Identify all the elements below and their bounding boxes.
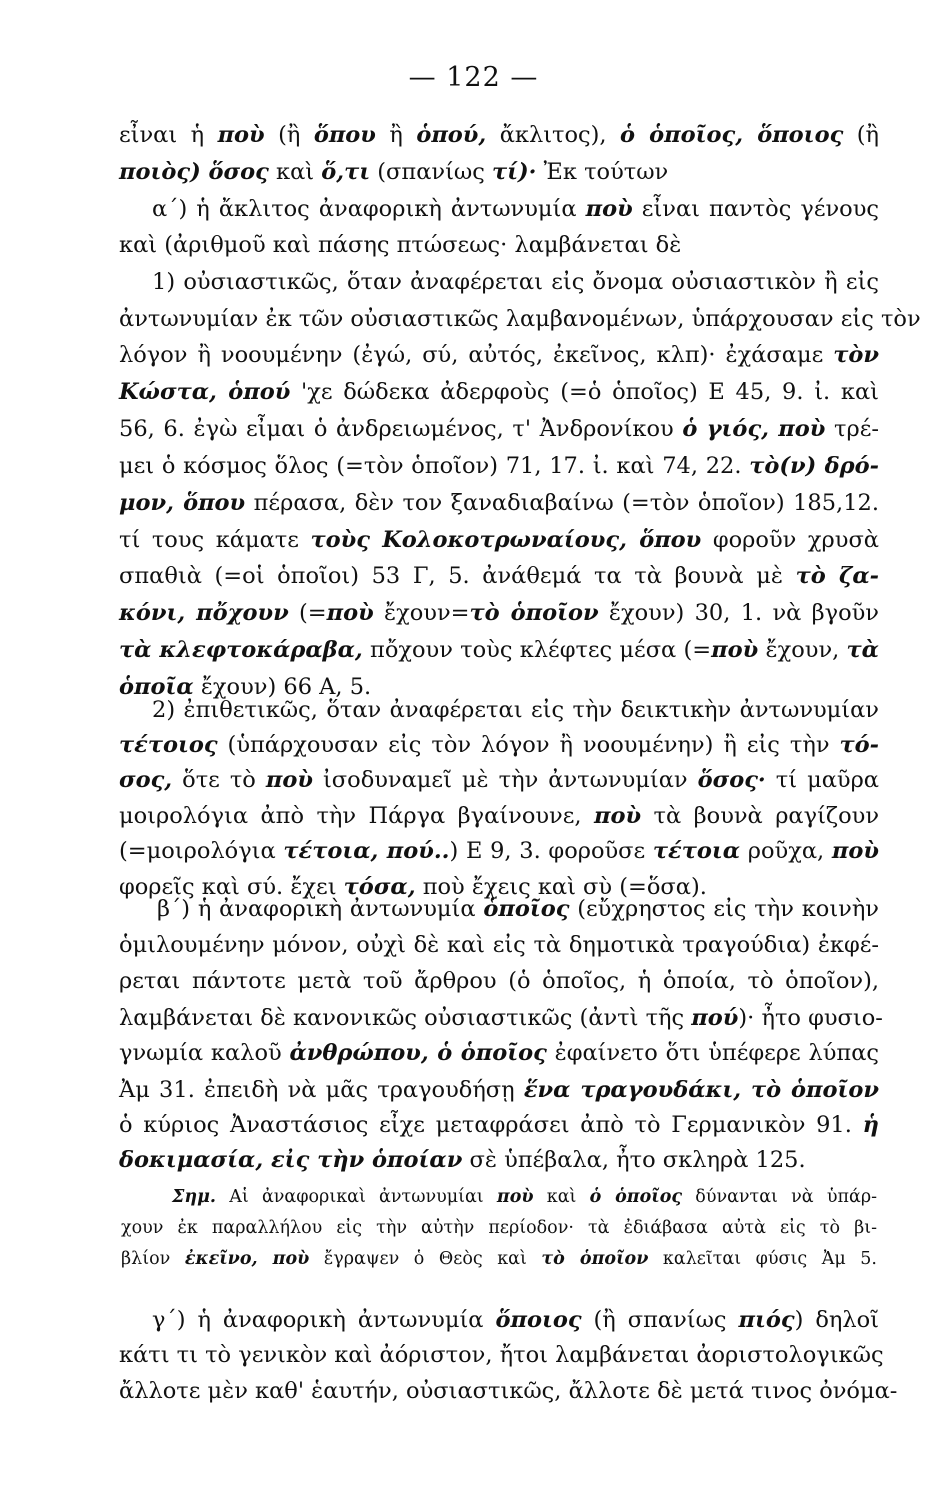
note-line bbox=[172, 1182, 877, 1212]
text-segment: καλεῖται φύσις Ἀμ 5. bbox=[648, 1249, 877, 1269]
text-segment: ἔχουν= bbox=[373, 600, 470, 626]
text-segment: ἢ bbox=[375, 122, 417, 148]
emphasis-term: ὁποῖος bbox=[483, 896, 570, 922]
text-segment: Ἀμ 31. ἐπειδὴ νὰ μᾶς τραγουδήσῃ bbox=[119, 1077, 524, 1103]
emphasis-term: ἀνθρώπου, ὁ ὁποῖος bbox=[289, 1040, 547, 1066]
emphasis-term: ὅσος· bbox=[697, 767, 766, 793]
text-line bbox=[119, 230, 879, 260]
emphasis-term: τὸ ὁποῖον bbox=[541, 1249, 649, 1269]
emphasis-term: τέτοια bbox=[652, 838, 741, 864]
text-segment: ) Ε 9, 3. φοροῦσε bbox=[449, 838, 653, 864]
emphasis-term: ποὺ bbox=[594, 803, 642, 829]
text-segment: τί τους κάματε bbox=[119, 527, 311, 553]
text-segment: Ἐκ τούτων bbox=[536, 159, 669, 185]
text-segment: 1) οὐσιαστικῶς, ὅταν ἀναφέρεται εἰς ὄνομα οὐσιαστικὸν ἢ εἰς bbox=[152, 269, 879, 295]
emphasis-term: τέτοιος bbox=[119, 732, 218, 758]
text-line bbox=[152, 1305, 879, 1335]
text-segment: φοροῦν χρυσὰ bbox=[701, 527, 879, 553]
emphasis-term: τὰ κλεφτοκάραβα, bbox=[119, 637, 363, 663]
text-line bbox=[119, 304, 921, 334]
text-line bbox=[119, 1376, 898, 1406]
text-segment: ἔγραψεν ὁ Θεὸς καὶ bbox=[309, 1249, 542, 1269]
emphasis-term: ὁποῖα bbox=[119, 674, 194, 700]
text-segment: ἄκλιτος), bbox=[486, 122, 621, 148]
emphasis-term: ποὺ bbox=[711, 637, 759, 663]
text-segment: (= bbox=[288, 600, 327, 626]
text-segment: μοιρολόγια ἀπὸ τὴν Πάργα βγαίνουνε, bbox=[119, 803, 594, 829]
emphasis-term: τὸ ὁποῖον bbox=[469, 600, 599, 626]
text-line bbox=[152, 194, 879, 224]
emphasis-term: τοὺς Κολοκοτρωναίους, ὅπου bbox=[310, 527, 702, 553]
emphasis-term: ὅ,τι bbox=[321, 159, 371, 185]
text-segment: δύνανται νὰ ὑπάρ- bbox=[682, 1187, 878, 1207]
text-segment: μει ὁ κόσμος ὅλος (=τὸν ὁποῖον) 71, 17. ἰ. καὶ 74, 22. bbox=[119, 453, 750, 479]
text-line bbox=[152, 695, 879, 725]
text-line bbox=[119, 930, 879, 960]
text-line bbox=[119, 598, 879, 628]
text-line bbox=[119, 966, 879, 996]
text-segment: εἶναι ἡ bbox=[119, 122, 218, 148]
text-line bbox=[119, 340, 879, 370]
text-segment: ρεται πάντοτε μετὰ τοῦ ἄρθρου (ὁ ὁποῖος, ἡ ὁποία, τὸ ὁποῖον), bbox=[119, 968, 879, 994]
text-segment: λόγον ἢ νοουμένην (ἐγώ, σύ, αὐτός, ἐκεῖνος, κλπ)· ἐχάσαμε bbox=[119, 342, 834, 368]
text-line bbox=[119, 414, 879, 444]
text-line bbox=[157, 894, 879, 924]
text-segment: πέρασα, δὲν τον ξαναδιαβαίνω (=τὸν ὁποῖον) 185,12. bbox=[245, 490, 879, 516]
text-line bbox=[119, 1340, 884, 1370]
emphasis-term: ὁ γιός, ποὺ bbox=[682, 416, 826, 442]
text-line bbox=[119, 451, 879, 481]
text-line bbox=[119, 635, 879, 665]
text-segment: τὰ βουνὰ ραγίζουν bbox=[641, 803, 879, 829]
text-segment: λαμβάνεται δὲ κανονικῶς οὐσιαστικῶς (ἀντὶ τῆς bbox=[119, 1005, 692, 1031]
text-segment: τί μαῦρα bbox=[765, 767, 879, 793]
text-line bbox=[119, 1110, 879, 1140]
emphasis-term: ἡ bbox=[862, 1112, 879, 1138]
emphasis-term: ποὺ bbox=[831, 838, 879, 864]
text-segment: εἶναι παντὸς γένους bbox=[632, 196, 879, 222]
emphasis-term: τόσα, bbox=[343, 874, 416, 900]
text-line bbox=[119, 488, 879, 518]
text-segment: καὶ bbox=[533, 1187, 590, 1207]
emphasis-term: ὅπου bbox=[313, 122, 376, 148]
emphasis-term: ὁπού, bbox=[416, 122, 487, 148]
text-line bbox=[119, 120, 879, 150]
text-segment: ἔχουν, bbox=[758, 637, 847, 663]
emphasis-term: τὸν bbox=[833, 342, 879, 368]
emphasis-term: τί)· bbox=[492, 159, 537, 185]
text-segment: ) δηλοῖ bbox=[794, 1307, 879, 1333]
text-segment: ἔχουν) 30, 1. νὰ βγοῦν bbox=[598, 600, 879, 626]
text-segment: γ΄) ἡ ἀναφορικὴ ἀντωνυμία bbox=[152, 1307, 496, 1333]
emphasis-term: Σημ. bbox=[172, 1187, 216, 1207]
text-line bbox=[119, 1003, 883, 1033]
text-segment: (=μοιρολόγια bbox=[119, 838, 284, 864]
text-segment: (σπανίως bbox=[370, 159, 492, 185]
text-line bbox=[119, 1038, 879, 1068]
emphasis-term: τὰ bbox=[846, 637, 880, 663]
text-segment: κάτι τι τὸ γενικὸν καὶ ἀόριστον, ἤτοι λαμβάνεται ἀοριστολογικῶς bbox=[119, 1342, 884, 1368]
text-segment: φορεῖς καὶ σύ. ἔχει bbox=[119, 874, 344, 900]
text-segment: α΄) ἡ ἄκλιτος ἀναφορικὴ ἀντωνυμία bbox=[152, 196, 586, 222]
text-segment: Αἱ ἀναφορικαὶ ἀντωνυμίαι bbox=[216, 1187, 497, 1207]
text-line bbox=[119, 1145, 879, 1175]
text-segment: 56, 6. ἐγὼ εἶμαι ὁ ἀνδρειωμένος, τ' Ἀνδρονίκου bbox=[119, 416, 683, 442]
text-line bbox=[119, 1075, 879, 1105]
emphasis-term: τὸ ζα- bbox=[795, 563, 879, 589]
text-line bbox=[119, 561, 879, 591]
emphasis-term: ὁ ὁποῖος, ὅποιος bbox=[620, 122, 844, 148]
emphasis-term: Κώστα, ὁπού bbox=[119, 379, 291, 405]
text-segment: τρέ- bbox=[825, 416, 879, 442]
text-segment: ἄλλοτε μὲν καθ' ἑαυτήν, οὐσιαστικῶς, ἄλλοτε δὲ μετά τινος ὀνόμα- bbox=[119, 1378, 898, 1404]
emphasis-term: δοκιμασία, εἰς τὴν ὁποίαν bbox=[119, 1147, 463, 1173]
text-line bbox=[119, 801, 879, 831]
text-segment: ὁ κύριος Ἀναστάσιος εἶχε μεταφράσει ἀπὸ τὸ Γερμανικὸν 91. bbox=[119, 1112, 863, 1138]
emphasis-term: μον, ὅπου bbox=[119, 490, 246, 516]
text-segment: καὶ bbox=[268, 159, 322, 185]
emphasis-term: ποὺ bbox=[585, 196, 633, 222]
text-line bbox=[119, 525, 879, 555]
text-line bbox=[119, 765, 879, 795]
emphasis-term: ποὺ bbox=[265, 767, 313, 793]
emphasis-term: ποὺ bbox=[217, 122, 265, 148]
emphasis-term: ποὺ bbox=[496, 1187, 534, 1207]
text-segment: 'χε δώδεκα ἀδερφοὺς (=ὁ ὁποῖος) Ε 45, 9. ἰ. καὶ bbox=[290, 379, 879, 405]
emphasis-term: ὁ ὁποῖος bbox=[589, 1187, 683, 1207]
emphasis-term: πού bbox=[691, 1005, 739, 1031]
text-segment: ὁμιλουμένην μόνον, οὐχὶ δὲ καὶ εἰς τὰ δημοτικὰ τραγούδια) ἐκφέ- bbox=[119, 932, 879, 958]
note-line bbox=[121, 1213, 877, 1243]
emphasis-term: ἕνα τραγουδάκι, τὸ ὁποῖον bbox=[523, 1077, 879, 1103]
text-segment: ὅτε τὸ bbox=[172, 767, 266, 793]
text-line bbox=[119, 836, 879, 866]
text-segment: β΄) ἡ ἀναφορικὴ ἀντωνυμία bbox=[157, 896, 484, 922]
text-segment: )· ἦτο φυσιο- bbox=[738, 1005, 883, 1031]
text-segment: (ἢ σπανίως bbox=[581, 1307, 739, 1333]
emphasis-term: ποιὸς) ὅσος bbox=[119, 159, 269, 185]
text-segment: (ἢ bbox=[264, 122, 314, 148]
text-segment: σπαθιὰ (=οἱ ὁποῖοι) 53 Γ, 5. ἀνάθεμά τα τὰ βουνὰ μὲ bbox=[119, 563, 796, 589]
emphasis-term: σος, bbox=[119, 767, 173, 793]
text-line bbox=[119, 730, 879, 760]
text-segment: πὄχουν τοὺς κλέφτες μέσα (= bbox=[362, 637, 712, 663]
emphasis-term: τὸ(ν) δρό- bbox=[749, 453, 879, 479]
text-segment: ἀντωνυμίαν ἐκ τῶν οὐσιαστικῶς λαμβανομένων, ὑπάρχουσαν εἰς τὸν bbox=[119, 306, 921, 332]
text-line bbox=[119, 377, 879, 407]
page-number: — 122 — bbox=[408, 62, 539, 93]
text-segment: σὲ ὑπέβαλα, ἦτο σκληρὰ 125. bbox=[462, 1147, 806, 1173]
note-line bbox=[121, 1244, 877, 1274]
text-segment: (ἢ bbox=[843, 122, 879, 148]
text-segment: ἐφαίνετο ὅτι ὑπέφερε λύπας bbox=[546, 1040, 879, 1066]
text-segment: ροῦχα, bbox=[740, 838, 832, 864]
text-segment: καὶ (ἀριθμοῦ καὶ πάσης πτώσεως· λαμβάνεται δὲ bbox=[119, 232, 682, 258]
text-line bbox=[119, 157, 879, 187]
text-segment: ἰσοδυναμεῖ μὲ τὴν ἀντωνυμίαν bbox=[312, 767, 698, 793]
emphasis-term: κόνι, πὄχουν bbox=[119, 600, 289, 626]
text-line bbox=[152, 267, 879, 297]
text-segment: ἔχουν) 66 Α, 5. bbox=[193, 674, 372, 700]
text-segment: χουν ἐκ παραλλήλου εἰς τὴν αὐτὴν περίοδον· τὰ ἐδιάβασα αὐτὰ εἰς τὸ βι- bbox=[121, 1218, 877, 1238]
emphasis-term: τό- bbox=[839, 732, 879, 758]
emphasis-term: ποὺ bbox=[326, 600, 374, 626]
text-segment: γνωμία καλοῦ bbox=[119, 1040, 290, 1066]
emphasis-term: ἐκεῖνο, ποὺ bbox=[184, 1249, 310, 1269]
emphasis-term: τέτοια, πού.. bbox=[283, 838, 450, 864]
text-segment: 2) ἐπιθετικῶς, ὅταν ἀναφέρεται εἰς τὴν δεικτικὴν ἀντωνυμίαν bbox=[152, 697, 879, 723]
text-segment: (ὑπάρχουσαν εἰς τὸν λόγον ἢ νοουμένην) ἢ εἰς τὴν bbox=[217, 732, 840, 758]
text-segment: βλίον bbox=[121, 1249, 185, 1269]
emphasis-term: ὅποιος bbox=[495, 1307, 582, 1333]
text-segment: ποὺ ἔχεις καὶ σὺ (=ὅσα). bbox=[415, 874, 707, 900]
text-segment: (εὔχρηστος εἰς τὴν κοινὴν bbox=[569, 896, 879, 922]
emphasis-term: πιός bbox=[738, 1307, 795, 1333]
